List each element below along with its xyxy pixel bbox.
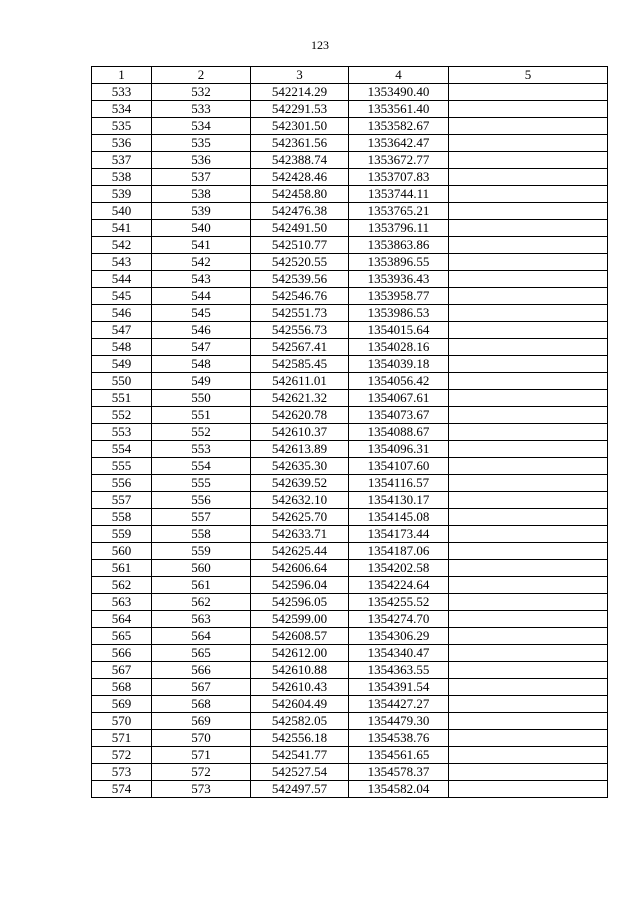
table-cell — [449, 730, 608, 747]
table-row — [92, 526, 608, 543]
table-cell: 550 — [152, 390, 251, 407]
table-cell — [449, 679, 608, 696]
table-cell: 542639.52 — [251, 475, 349, 492]
table-cell: 551 — [152, 407, 251, 424]
table-cell — [449, 611, 608, 628]
table-cell — [449, 543, 608, 560]
table-cell: 563 — [92, 594, 152, 611]
table-cell: 542388.74 — [251, 152, 349, 169]
table-cell: 1354427.27 — [349, 696, 449, 713]
table-cell: 550 — [92, 373, 152, 390]
table-cell: 540 — [152, 220, 251, 237]
table-cell: 543 — [92, 254, 152, 271]
table-row — [92, 356, 608, 373]
table-cell: 542551.73 — [251, 305, 349, 322]
table-cell: 542632.10 — [251, 492, 349, 509]
table-cell: 542596.05 — [251, 594, 349, 611]
table-header — [92, 67, 608, 84]
table-cell: 559 — [152, 543, 251, 560]
table-row — [92, 594, 608, 611]
table-cell: 554 — [152, 458, 251, 475]
table-cell: 561 — [92, 560, 152, 577]
table-cell: 540 — [92, 203, 152, 220]
table-cell: 536 — [92, 135, 152, 152]
table-cell: 1353561.40 — [349, 101, 449, 118]
table-row — [92, 424, 608, 441]
table-cell: 542301.50 — [251, 118, 349, 135]
table-row — [92, 135, 608, 152]
table-cell: 1354116.57 — [349, 475, 449, 492]
table-cell: 1353958.77 — [349, 288, 449, 305]
table-cell: 1353765.21 — [349, 203, 449, 220]
table-cell: 547 — [152, 339, 251, 356]
table-cell: 542491.50 — [251, 220, 349, 237]
table-cell: 567 — [152, 679, 251, 696]
table-cell: 544 — [152, 288, 251, 305]
table-row — [92, 237, 608, 254]
table-row — [92, 305, 608, 322]
table-cell: 1354067.61 — [349, 390, 449, 407]
table-row — [92, 373, 608, 390]
table-cell: 563 — [152, 611, 251, 628]
table-cell — [449, 560, 608, 577]
table-cell: 542556.73 — [251, 322, 349, 339]
table-row — [92, 696, 608, 713]
table-cell: 552 — [152, 424, 251, 441]
table-cell: 546 — [152, 322, 251, 339]
table-cell: 542635.30 — [251, 458, 349, 475]
table-cell: 571 — [152, 747, 251, 764]
table-cell: 564 — [152, 628, 251, 645]
table-cell: 1354088.67 — [349, 424, 449, 441]
table-cell: 566 — [152, 662, 251, 679]
table-cell — [449, 271, 608, 288]
table-cell: 1353642.47 — [349, 135, 449, 152]
table-cell: 1354391.54 — [349, 679, 449, 696]
table-cell: 570 — [92, 713, 152, 730]
table-cell — [449, 135, 608, 152]
table-cell — [449, 781, 608, 798]
table-row — [92, 611, 608, 628]
table-cell: 553 — [92, 424, 152, 441]
table-cell: 542 — [92, 237, 152, 254]
table-cell — [449, 526, 608, 543]
table-row — [92, 339, 608, 356]
table-cell: 542546.76 — [251, 288, 349, 305]
table-cell: 1354578.37 — [349, 764, 449, 781]
table-cell: 544 — [92, 271, 152, 288]
table-cell: 562 — [92, 577, 152, 594]
table-cell — [449, 747, 608, 764]
table-cell: 542599.00 — [251, 611, 349, 628]
table-cell: 534 — [152, 118, 251, 135]
table-cell — [449, 237, 608, 254]
table-cell: 1354130.17 — [349, 492, 449, 509]
table-cell: 542621.32 — [251, 390, 349, 407]
table-cell: 549 — [152, 373, 251, 390]
table-cell: 572 — [152, 764, 251, 781]
table-body — [92, 84, 608, 798]
table-cell: 571 — [92, 730, 152, 747]
table-cell: 552 — [92, 407, 152, 424]
column-header: 3 — [251, 67, 349, 84]
table-cell — [449, 662, 608, 679]
page-number: 123 — [311, 38, 329, 52]
table-cell — [449, 696, 608, 713]
table-cell: 568 — [152, 696, 251, 713]
table-cell: 534 — [92, 101, 152, 118]
table-cell: 1353744.11 — [349, 186, 449, 203]
table-cell: 545 — [92, 288, 152, 305]
table-row — [92, 747, 608, 764]
table-cell: 555 — [92, 458, 152, 475]
table-cell — [449, 441, 608, 458]
table-row — [92, 781, 608, 798]
column-header: 5 — [449, 67, 608, 84]
table-cell: 559 — [92, 526, 152, 543]
table-cell: 542620.78 — [251, 407, 349, 424]
table-cell — [449, 339, 608, 356]
table-cell: 542610.37 — [251, 424, 349, 441]
table-cell: 1354173.44 — [349, 526, 449, 543]
table-cell: 556 — [152, 492, 251, 509]
table-cell: 1354582.04 — [349, 781, 449, 798]
table-cell: 539 — [152, 203, 251, 220]
table-cell: 555 — [152, 475, 251, 492]
table-cell: 542214.29 — [251, 84, 349, 101]
table-cell — [449, 458, 608, 475]
table-row — [92, 492, 608, 509]
table-cell: 1354187.06 — [349, 543, 449, 560]
table-cell: 1354479.30 — [349, 713, 449, 730]
table-cell: 545 — [152, 305, 251, 322]
table-cell: 573 — [152, 781, 251, 798]
table-cell: 533 — [92, 84, 152, 101]
table-cell: 542428.46 — [251, 169, 349, 186]
table-cell: 560 — [152, 560, 251, 577]
table-cell: 538 — [92, 169, 152, 186]
table-cell: 542585.45 — [251, 356, 349, 373]
table-cell: 1354224.64 — [349, 577, 449, 594]
table-cell: 536 — [152, 152, 251, 169]
table-cell: 1354202.58 — [349, 560, 449, 577]
table-row — [92, 509, 608, 526]
table-row — [92, 645, 608, 662]
table-cell: 1354096.31 — [349, 441, 449, 458]
table-cell: 1353707.83 — [349, 169, 449, 186]
table-cell — [449, 84, 608, 101]
table-row — [92, 543, 608, 560]
table-row — [92, 679, 608, 696]
table-cell: 547 — [92, 322, 152, 339]
table-cell: 1353796.11 — [349, 220, 449, 237]
column-header: 4 — [349, 67, 449, 84]
table-cell: 542510.77 — [251, 237, 349, 254]
table-cell: 537 — [92, 152, 152, 169]
table-cell — [449, 424, 608, 441]
table-row — [92, 628, 608, 645]
table-cell: 1354561.65 — [349, 747, 449, 764]
table-cell — [449, 169, 608, 186]
table-cell: 542497.57 — [251, 781, 349, 798]
table-cell: 542 — [152, 254, 251, 271]
table-cell: 558 — [152, 526, 251, 543]
table-cell: 1354340.47 — [349, 645, 449, 662]
table-cell: 542604.49 — [251, 696, 349, 713]
table-cell: 574 — [92, 781, 152, 798]
table-row — [92, 101, 608, 118]
table-row — [92, 730, 608, 747]
table-cell: 1354015.64 — [349, 322, 449, 339]
table-cell: 548 — [152, 356, 251, 373]
table-cell: 1354039.18 — [349, 356, 449, 373]
column-header: 1 — [92, 67, 152, 84]
table-cell — [449, 645, 608, 662]
table-cell: 565 — [92, 628, 152, 645]
table-cell: 542625.70 — [251, 509, 349, 526]
coordinates-table — [91, 66, 608, 798]
table-cell — [449, 220, 608, 237]
table-cell: 554 — [92, 441, 152, 458]
table-cell — [449, 390, 608, 407]
table-cell: 561 — [152, 577, 251, 594]
table-row — [92, 152, 608, 169]
table-cell: 569 — [92, 696, 152, 713]
table-cell — [449, 356, 608, 373]
table-cell: 566 — [92, 645, 152, 662]
table-cell: 542556.18 — [251, 730, 349, 747]
table-cell: 557 — [92, 492, 152, 509]
table-cell: 1354306.29 — [349, 628, 449, 645]
table-cell: 570 — [152, 730, 251, 747]
column-header: 2 — [152, 67, 251, 84]
table-cell: 1353582.67 — [349, 118, 449, 135]
table-cell: 1353672.77 — [349, 152, 449, 169]
table-row — [92, 84, 608, 101]
header-row — [92, 67, 608, 84]
table-cell: 542520.55 — [251, 254, 349, 271]
table-cell: 1353936.43 — [349, 271, 449, 288]
table-row — [92, 203, 608, 220]
table-cell — [449, 305, 608, 322]
table-cell: 533 — [152, 101, 251, 118]
table-cell: 1354274.70 — [349, 611, 449, 628]
table-row — [92, 577, 608, 594]
table-cell: 543 — [152, 271, 251, 288]
table-cell: 1353863.86 — [349, 237, 449, 254]
table-row — [92, 118, 608, 135]
table-cell — [449, 628, 608, 645]
table-cell — [449, 764, 608, 781]
table-cell: 535 — [92, 118, 152, 135]
table-row — [92, 662, 608, 679]
table-cell: 572 — [92, 747, 152, 764]
table-row — [92, 407, 608, 424]
table-cell: 1354073.67 — [349, 407, 449, 424]
table-cell — [449, 101, 608, 118]
table-row — [92, 220, 608, 237]
table-cell: 551 — [92, 390, 152, 407]
table-cell: 1354145.08 — [349, 509, 449, 526]
table-cell: 1353896.55 — [349, 254, 449, 271]
table-row — [92, 713, 608, 730]
table-cell: 541 — [92, 220, 152, 237]
table-cell — [449, 577, 608, 594]
table-row — [92, 441, 608, 458]
table-cell: 532 — [152, 84, 251, 101]
table-cell: 1354028.16 — [349, 339, 449, 356]
table-cell: 558 — [92, 509, 152, 526]
table-cell — [449, 152, 608, 169]
table-cell: 568 — [92, 679, 152, 696]
table-cell: 542610.88 — [251, 662, 349, 679]
table-row — [92, 271, 608, 288]
table-cell — [449, 373, 608, 390]
table-cell: 549 — [92, 356, 152, 373]
table-cell: 539 — [92, 186, 152, 203]
table-cell: 542291.53 — [251, 101, 349, 118]
table-cell — [449, 186, 608, 203]
table-cell: 535 — [152, 135, 251, 152]
table-cell: 542606.64 — [251, 560, 349, 577]
table-cell: 569 — [152, 713, 251, 730]
table-cell: 1354056.42 — [349, 373, 449, 390]
table-cell: 542361.56 — [251, 135, 349, 152]
table-cell — [449, 203, 608, 220]
table-cell: 573 — [92, 764, 152, 781]
table-row — [92, 560, 608, 577]
table-cell — [449, 492, 608, 509]
table-cell: 542476.38 — [251, 203, 349, 220]
table-cell: 1353986.53 — [349, 305, 449, 322]
table-cell: 542596.04 — [251, 577, 349, 594]
table-cell: 542527.54 — [251, 764, 349, 781]
table-cell: 1354538.76 — [349, 730, 449, 747]
table-cell: 542458.80 — [251, 186, 349, 203]
table-cell — [449, 118, 608, 135]
table-cell: 537 — [152, 169, 251, 186]
table-cell — [449, 407, 608, 424]
table-cell: 553 — [152, 441, 251, 458]
table-cell: 1354107.60 — [349, 458, 449, 475]
table-cell — [449, 288, 608, 305]
table-cell: 546 — [92, 305, 152, 322]
table-cell — [449, 475, 608, 492]
table-cell: 542539.56 — [251, 271, 349, 288]
table-cell: 542613.89 — [251, 441, 349, 458]
table-row — [92, 169, 608, 186]
table-cell: 538 — [152, 186, 251, 203]
table-cell: 542567.41 — [251, 339, 349, 356]
table-cell: 1354255.52 — [349, 594, 449, 611]
table-cell: 1353490.40 — [349, 84, 449, 101]
table-row — [92, 458, 608, 475]
table-cell: 556 — [92, 475, 152, 492]
table-cell: 560 — [92, 543, 152, 560]
table-row — [92, 322, 608, 339]
table-row — [92, 475, 608, 492]
table-row — [92, 390, 608, 407]
table-cell: 542582.05 — [251, 713, 349, 730]
table-cell — [449, 713, 608, 730]
table-cell — [449, 254, 608, 271]
table-cell: 565 — [152, 645, 251, 662]
table-cell — [449, 322, 608, 339]
table-cell: 548 — [92, 339, 152, 356]
table-cell: 542541.77 — [251, 747, 349, 764]
table-cell: 542608.57 — [251, 628, 349, 645]
table-cell: 542611.01 — [251, 373, 349, 390]
table-cell: 541 — [152, 237, 251, 254]
table-cell: 542633.71 — [251, 526, 349, 543]
table-row — [92, 186, 608, 203]
table-cell: 542610.43 — [251, 679, 349, 696]
table-row — [92, 254, 608, 271]
table-row — [92, 288, 608, 305]
table-cell: 567 — [92, 662, 152, 679]
table-cell: 542625.44 — [251, 543, 349, 560]
table-row — [92, 764, 608, 781]
table-cell: 542612.00 — [251, 645, 349, 662]
table-cell — [449, 594, 608, 611]
table-cell: 557 — [152, 509, 251, 526]
table-cell — [449, 509, 608, 526]
table-cell: 562 — [152, 594, 251, 611]
table-cell: 564 — [92, 611, 152, 628]
table-cell: 1354363.55 — [349, 662, 449, 679]
